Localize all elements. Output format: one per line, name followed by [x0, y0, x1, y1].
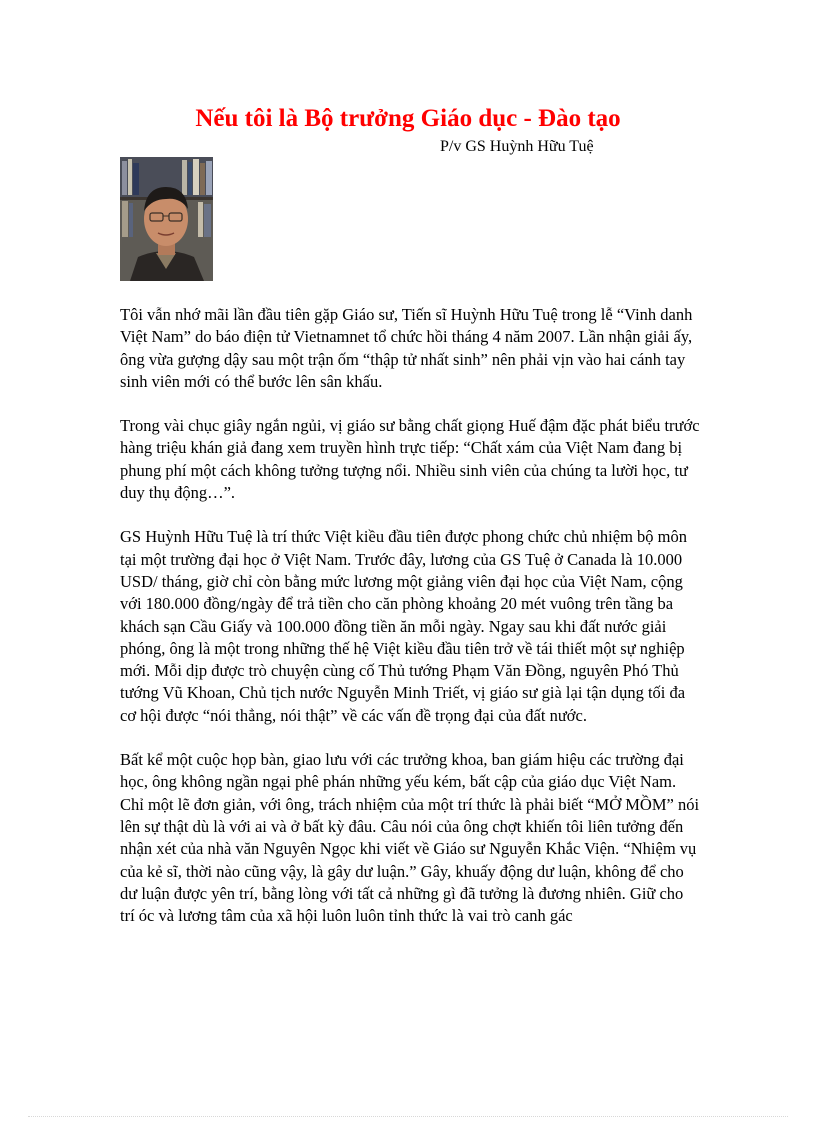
article-title: Nếu tôi là Bộ trưởng Giáo dục - Đào tạo — [195, 105, 621, 132]
body-paragraph: Trong vài chục giây ngắn ngủi, vị giáo sư bằng chất giọng Huế đậm đặc phát biểu trước hàng triệu khán giả đang xem truyền hình trực tiếp: “Chất xám của Việt Nam đang bị phung phí một cách không tưởng tượng nổi. Nhiều sinh viên của chúng ta lười học, tư duy thụ động…”. — [120, 416, 700, 503]
body-paragraph: GS Huỳnh Hữu Tuệ là trí thức Việt kiều đầu tiên được phong chức chủ nhiệm bộ môn tại một trường đại học ở Việt Nam. Trước đây, lương của GS Tuệ ở Canada là 10.000 USD/ tháng, giờ chỉ còn bằng mức lương một giảng viên đại học của Việt Nam, cộng với 180.000 đồng/ngày để trả tiền cho căn phòng khoảng 20 mét vuông trên tầng ba khách sạn Cầu Giấy và 100.000 đồng tiền ăn mỗi ngày. Ngay sau khi đất nước giải phóng, ông là một trong những thế hệ Việt kiều đầu tiên trở về tái thiết một sự nghiệp mới. Mỗi dịp được trò chuyện cùng cố Thủ tướng Phạm Văn Đồng, nguyên Phó Thủ tướng Vũ Khoan, Chủ tịch nước Nguyễn Minh Triết, vị giáo sư già lại tận dụng tối đa cơ hội được “nói thẳng, nói thật” về các vấn đề trọng đại của đất nước. — [120, 527, 688, 725]
article-body — [120, 304, 700, 927]
author-portrait-photo — [120, 157, 213, 281]
page-bottom-divider — [28, 1116, 788, 1117]
body-paragraph: Tôi vẫn nhớ mãi lần đầu tiên gặp Giáo sư, Tiến sĩ Huỳnh Hữu Tuệ trong lễ “Vinh danh Việt Nam” do báo điện tử Vietnamnet tổ chức hồi tháng 4 năm 2007. Lần nhận giải ấy, ông vừa gượng dậy sau một trận ốm “thập tử nhất sinh” nên phải vịn vào hai cánh tay sinh viên mới có thể bước lên sân khấu. — [120, 305, 693, 391]
body-paragraph: Bất kể một cuộc họp bàn, giao lưu với các trưởng khoa, ban giám hiệu các trường đại học, ông không ngần ngại phê phán những yếu kém, bất cập của giáo dục Việt Nam. Chỉ một lẽ đơn giản, với ông, trách nhiệm của một trí thức là phải biết “MỞ MỒM” nói lên sự thật dù là với ai và ở bất kỳ đâu. Câu nói của ông chợt khiến tôi liên tưởng đến nhận xét của nhà văn Nguyên Ngọc khi viết về Giáo sư Nguyễn Khắc Viện. “Nhiệm vụ của kẻ sĩ, thời nào cũng vậy, là gây dư luận.” Gây, khuấy động dư luận, không để cho dư luận được yên trí, bằng lòng với tất cả những gì đã tưởng là đương nhiên. Giữ cho trí óc và lương tâm của xã hội luôn luôn tỉnh thức là vai trò canh gác — [120, 750, 700, 926]
article-byline: P/v GS Huỳnh Hữu Tuệ — [440, 138, 594, 155]
